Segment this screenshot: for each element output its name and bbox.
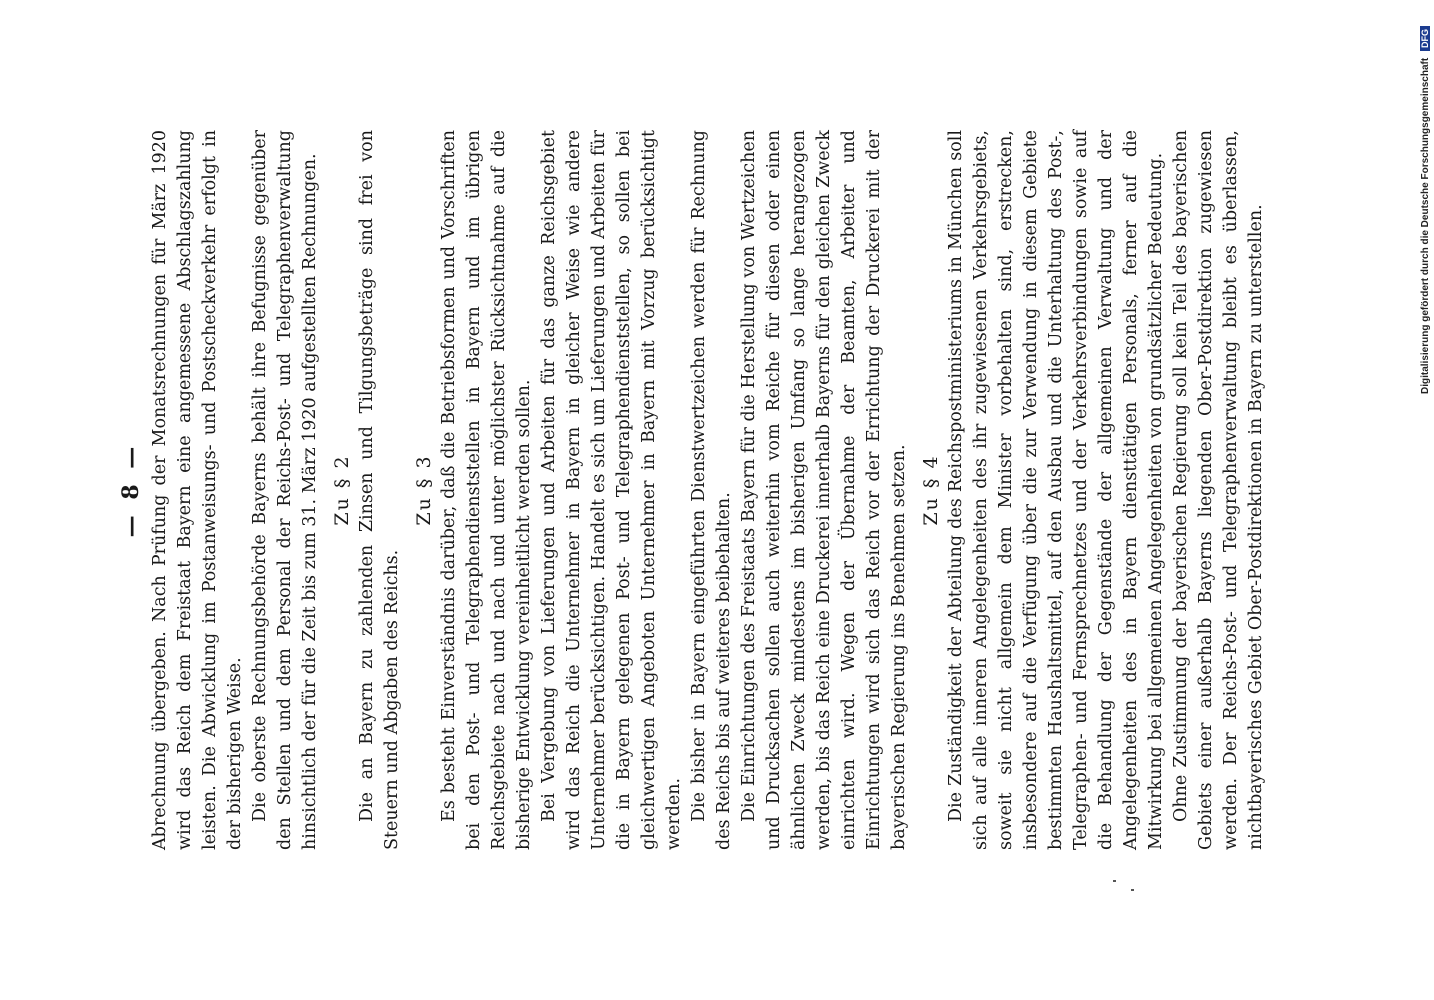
- scan-speck: [1131, 889, 1134, 891]
- document-page: [118, 130, 1278, 850]
- page-number: — 8 —: [118, 442, 144, 538]
- paragraph-top-2: Die oberste Rechnungsbehörde Bayerns behält ihre Befugnisse gegenüber den Stellen und dem Personal der Reichs-Post- und Telegraphenverwaltung hinsichtlich der für die Zeit bis zum 31. März 1920 aufgestellten Rechnungen.: [250, 130, 320, 850]
- section-2-heading: Zu § 2: [331, 454, 353, 526]
- section-3-paragraph-4: Die Einrichtungen des Freistaats Bayern für die Herstellung von Wertzeichen und Drucksachen sollen auch weiterhin vom Reiche für diesen oder einen ähnlichen Zweck mindestens im bisherigen Umfang so lange herangezogen werden, bis das Reich eine Druckerei innerhalb Bayerns für den gleichen Zweck einrichten wird. Wegen der Übernahme der Beamten, Arbeiter und Einrichtungen wird sich das Reich vor der Errichtung der Druckerei mit der bayerischen Regierung ins Benehmen setzen.: [739, 130, 909, 850]
- section-3-paragraph-2: Bei Vergebung von Lieferungen und Arbeiten für das ganze Reichsgebiet wird das Reich die Unternehmer in Bayern in gleicher Weise wie andere Unternehmer berücksichtigen. Handelt es sich um Lieferungen und Arbeiten für die in Bayern gelegenen Post- und Telegraphendienststellen, so sollen bei gleichwertigen Angeboten Unternehmer in Bayern mit Vorzug berücksichtigt werden.: [539, 130, 684, 850]
- section-2-text: Die an Bayern zu zahlenden Zinsen und Tilgungsbeträge sind frei von Steuern und Abgaben des Reichs.: [357, 130, 402, 850]
- dfg-logo: DFG: [1420, 26, 1430, 51]
- scan-speck: [1113, 880, 1116, 882]
- credit-text: Digitalisierung gefördert durch die Deutsche Forschungsgemeinschaft: [1420, 57, 1431, 394]
- section-3-paragraph-1: Es besteht Einverständnis darüber, daß die Betriebsformen und Vorschriften bei den Post- und Telegraphendienststellen in Bayern und im übrigen Reichsgebiete nach und nach und unter möglichster Rücksichtnahme auf die bisherige Entwicklung vereinheitlicht werden sollen.: [439, 130, 534, 850]
- digitization-credit: [1420, 4, 1431, 394]
- section-3-paragraph-3: Die bisher in Bayern eingeführten Dienstwertzeichen werden für Rechnung des Reichs bis auf weiteres beibehalten.: [689, 130, 734, 850]
- section-4-heading: Zu § 4: [920, 454, 942, 526]
- section-4-paragraph-2: Ohne Zustimmung der bayerischen Regierung soll kein Teil des bayerischen Gebiets einer außerhalb Bayerns liegenden Ober-Postdirektion zugewiesen werden. Der Reichs-Post- und Telegraphenverwaltung bleibt es überlassen, nichtbayerisches Gebiet Ober-Postdirektionen in Bayern zu unterstellen.: [1171, 130, 1266, 850]
- section-4-paragraph-1: Die Zuständigkeit der Abteilung des Reichspostministeriums in München soll sich auf alle inneren Angelegenheiten des ihr zugewiesenen Verkehrsgebiets, soweit sie nicht allgemein dem Minister vorbehalten sind, erstrecken, insbesondere auf die Verfügung über die zur Verwendung in diesem Gebiete bestimmten Haushaltsmittel, auf den Ausbau und die Unterhaltung des Post-, Telegraphen- und Fernsprechnetzes und der Verkehrsverbindungen sowie auf die Behandlung der Gegenstände der allgemeinen Verwaltung und der Angelegenheiten des in Bayern diensttätigen Personals, ferner auf die Mitwirkung bei allgemeinen Angelegenheiten von grundsätzlicher Bedeutung.: [946, 130, 1166, 850]
- paragraph-top-1: Abrechnung übergeben. Nach Prüfung der Monatsrechnungen für März 1920 wird das Reich dem Freistaat Bayern eine angemessene Abschlagszahlung leisten. Die Abwicklung im Postanweisungs- und Postscheckverkehr erfolgt in der bisherigen Weise.: [150, 130, 245, 850]
- section-3-heading: Zu § 3: [413, 454, 435, 526]
